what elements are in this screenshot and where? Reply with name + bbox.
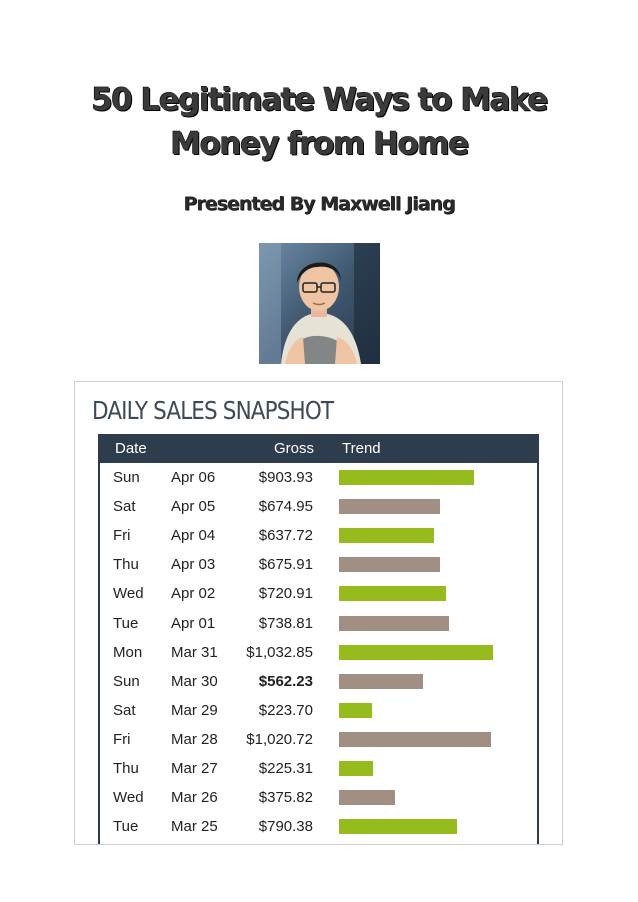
table-row xyxy=(100,725,537,754)
row-day: Tue xyxy=(113,818,139,836)
trend-bar xyxy=(339,557,440,572)
row-day: Thu xyxy=(113,760,139,777)
row-gross: $674.95 xyxy=(258,498,313,516)
trend-bar xyxy=(339,674,423,689)
row-gross: $1,020.72 xyxy=(246,730,313,748)
row-day: Sun xyxy=(113,672,140,690)
sales-table xyxy=(98,434,539,845)
document-title xyxy=(0,78,638,166)
trend-bar xyxy=(339,819,457,834)
row-date: Mar 29 xyxy=(171,701,218,719)
header-date: Date xyxy=(115,440,147,457)
row-date: Apr 03 xyxy=(171,556,216,574)
snapshot-title: DAILY SALES SNAPSHOT xyxy=(92,396,334,425)
row-gross: $223.70 xyxy=(258,701,313,719)
table-row xyxy=(100,667,537,696)
row-date: Apr 06 xyxy=(171,469,216,486)
row-date: Mar 25 xyxy=(171,818,218,836)
trend-bar xyxy=(339,499,440,514)
presenter-portrait-image xyxy=(259,243,380,364)
sales-snapshot-figure xyxy=(74,381,563,845)
table-row xyxy=(100,609,537,638)
title-line-1: 50 Legitimate Ways to Make xyxy=(91,82,547,118)
row-day: Mon xyxy=(113,643,143,661)
row-gross: $903.93 xyxy=(258,469,313,486)
row-date: Apr 02 xyxy=(171,585,216,603)
row-gross: $675.91 xyxy=(258,556,313,574)
table-row xyxy=(100,638,537,667)
row-day: Sat xyxy=(113,701,136,719)
row-gross: $1,032.85 xyxy=(246,643,313,661)
row-day: Sun xyxy=(113,469,140,486)
row-date: Mar 30 xyxy=(171,672,218,690)
row-date: Mar 26 xyxy=(171,789,218,807)
trend-bar xyxy=(339,528,434,543)
row-day: Wed xyxy=(113,585,144,603)
table-row xyxy=(100,579,537,608)
table-row xyxy=(100,492,537,521)
trend-bar xyxy=(339,703,372,718)
row-date: Mar 27 xyxy=(171,760,218,777)
title-line-2: Money from Home xyxy=(170,126,468,162)
table-row xyxy=(100,783,537,812)
trend-bar xyxy=(339,790,395,805)
row-day: Thu xyxy=(113,556,139,574)
row-gross: $720.91 xyxy=(258,585,313,603)
row-gross: $738.81 xyxy=(258,614,313,632)
table-row xyxy=(100,550,537,579)
row-day: Fri xyxy=(113,730,131,748)
table-row xyxy=(100,696,537,725)
trend-bar xyxy=(339,761,373,776)
table-row xyxy=(100,754,537,783)
presenter-photo xyxy=(259,243,380,364)
row-day: Wed xyxy=(113,789,144,807)
header-gross: Gross xyxy=(274,440,315,457)
table-row xyxy=(100,812,537,841)
trend-bar xyxy=(339,616,449,631)
row-date: Mar 31 xyxy=(171,643,218,661)
table-row xyxy=(100,463,537,492)
row-day: Sat xyxy=(113,498,136,516)
row-gross: $637.72 xyxy=(258,527,313,545)
row-gross: $562.23 xyxy=(258,672,313,690)
trend-bar xyxy=(339,470,474,485)
row-gross: $790.38 xyxy=(258,818,313,836)
row-date: Apr 05 xyxy=(171,498,216,516)
row-gross: $225.31 xyxy=(258,760,313,777)
trend-bar xyxy=(339,645,493,660)
presenter-subtitle: Presented By Maxwell Jiang xyxy=(183,193,455,215)
header-trend: Trend xyxy=(342,440,381,457)
row-gross: $375.82 xyxy=(258,789,313,807)
trend-bar xyxy=(339,732,491,747)
trend-bar xyxy=(339,586,446,601)
table-row xyxy=(100,521,537,550)
row-date: Apr 01 xyxy=(171,614,216,632)
row-day: Fri xyxy=(113,527,131,545)
row-date: Mar 28 xyxy=(171,730,218,748)
row-date: Apr 04 xyxy=(171,527,216,545)
table-header xyxy=(100,434,537,463)
row-day: Tue xyxy=(113,614,139,632)
